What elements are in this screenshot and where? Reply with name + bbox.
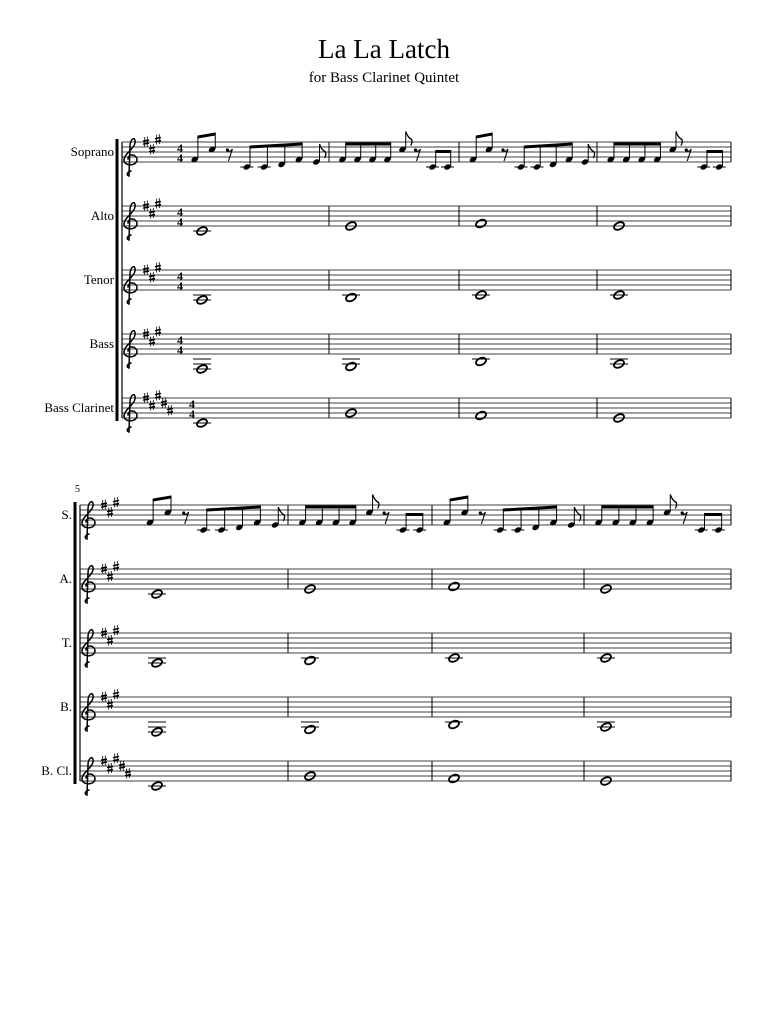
whole-note	[610, 290, 628, 301]
sharp-bar	[143, 204, 149, 205]
melody-note	[622, 143, 630, 164]
eighth-rest-icon	[501, 148, 508, 161]
notehead	[475, 218, 487, 229]
melody-note	[712, 513, 725, 534]
staff	[84, 262, 731, 305]
sharp-bar	[101, 698, 107, 699]
whole-note	[148, 722, 166, 737]
melody-note	[494, 509, 507, 534]
melody-note	[215, 508, 228, 534]
sharp-bar	[161, 401, 167, 402]
sharp-bar	[125, 772, 131, 773]
sharp-bar	[107, 639, 113, 640]
note-beam	[406, 513, 423, 516]
melody-note	[338, 143, 346, 164]
note-beam	[524, 143, 572, 149]
melody-note	[146, 499, 154, 527]
sharp-bar	[107, 703, 113, 704]
staff-label: B. Cl.	[41, 763, 72, 778]
melody-note	[426, 150, 439, 171]
staff	[91, 198, 731, 240]
sharp-icon	[113, 689, 119, 700]
sharp-icon	[113, 497, 119, 508]
sharp-bar	[113, 501, 119, 502]
sharp-bar	[107, 767, 113, 768]
notehead	[448, 773, 460, 784]
sharp-bar	[101, 506, 107, 507]
sharp-icon	[155, 198, 161, 209]
melody-note	[646, 506, 654, 527]
whole-note	[301, 722, 319, 735]
note-beam	[153, 496, 171, 502]
rest-tail	[227, 149, 232, 161]
note-beam	[476, 133, 492, 139]
whole-note	[193, 418, 211, 429]
whole-note	[475, 218, 487, 229]
sharp-bar	[143, 271, 149, 272]
sharp-icon	[155, 262, 161, 273]
sharp-bar	[167, 412, 173, 413]
note-flag	[670, 495, 676, 509]
sharp-bar	[107, 706, 113, 707]
note-beam	[250, 143, 302, 149]
melody-note	[469, 136, 477, 164]
melody-note	[413, 513, 426, 534]
notehead	[345, 361, 357, 372]
sharp-icon	[149, 208, 155, 219]
sharp-bar	[119, 767, 125, 768]
staff	[60, 689, 731, 737]
sharp-bar	[107, 575, 113, 576]
notehead	[448, 581, 460, 592]
time-signature-numerator: 4	[177, 205, 183, 219]
sharp-bar	[155, 141, 161, 142]
note-flag	[676, 132, 682, 146]
melody-note	[531, 145, 544, 171]
sharp-bar	[101, 695, 107, 696]
sharp-bar	[143, 140, 149, 141]
sharp-icon	[149, 400, 155, 411]
staff	[62, 495, 731, 540]
sharp-icon	[107, 763, 113, 774]
staff-label: Tenor	[83, 272, 114, 287]
time-signature-numerator: 4	[189, 397, 195, 411]
whole-note	[148, 589, 166, 600]
sharp-bar	[149, 148, 155, 149]
melody-note	[629, 506, 637, 527]
note-beam	[614, 143, 661, 146]
note-flag	[588, 144, 594, 158]
whole-note	[193, 226, 211, 237]
time-signature-numerator: 4	[177, 333, 183, 347]
sharp-bar	[143, 396, 149, 397]
sharp-bar	[143, 335, 149, 336]
staff-label: S.	[61, 507, 72, 522]
whole-note	[597, 722, 615, 733]
note-beam	[602, 506, 653, 509]
notehead	[304, 655, 316, 666]
sharp-bar	[143, 268, 149, 269]
staff	[44, 390, 731, 432]
sharp-icon	[155, 326, 161, 337]
whole-note	[472, 290, 490, 301]
staff-label: A.	[59, 571, 72, 586]
note-beam	[346, 143, 391, 146]
sharp-icon	[107, 699, 113, 710]
sharp-bar	[113, 565, 119, 566]
rest-tail	[682, 512, 687, 524]
sharp-icon	[155, 390, 161, 401]
note-beam	[450, 496, 468, 502]
sharp-bar	[113, 693, 119, 694]
melody-note	[443, 499, 451, 527]
score-subtitle: for Bass Clarinet Quintet	[308, 70, 460, 86]
melody-note	[713, 150, 726, 171]
eighth-rest-icon	[414, 148, 421, 161]
staff	[59, 561, 731, 603]
score-system	[41, 484, 731, 795]
sharp-bar	[143, 399, 149, 400]
sharp-bar	[113, 757, 119, 758]
notehead	[345, 292, 357, 303]
rest-tail	[384, 512, 389, 524]
note-flag	[278, 507, 284, 521]
whole-note	[445, 653, 463, 664]
eighth-rest-icon	[685, 148, 692, 161]
note-beam	[436, 150, 451, 153]
note-flag	[406, 132, 412, 146]
melody-note	[240, 146, 253, 171]
note-flag	[320, 144, 326, 158]
sharp-icon	[107, 507, 113, 518]
melody-note	[653, 143, 661, 164]
whole-note	[448, 773, 460, 784]
notehead	[448, 719, 460, 730]
eighth-rest-icon	[479, 511, 486, 524]
melody-note	[697, 150, 710, 171]
whole-note	[445, 719, 463, 730]
sharp-icon	[113, 625, 119, 636]
rest-tail	[480, 512, 485, 524]
melody-note	[594, 506, 602, 527]
whole-note	[193, 295, 211, 306]
note-flag	[373, 495, 379, 509]
melody-note	[383, 143, 391, 164]
sharp-icon	[167, 405, 173, 416]
sharp-bar	[155, 138, 161, 139]
note-beam	[503, 506, 556, 512]
whole-note	[193, 359, 211, 374]
sharp-bar	[101, 567, 107, 568]
notehead	[475, 356, 487, 367]
note-beam	[705, 513, 722, 516]
time-signature-denominator: 4	[177, 279, 183, 293]
melody-note	[298, 506, 306, 527]
melody-note	[190, 136, 198, 164]
staff-label: Bass	[89, 336, 114, 351]
melody-note	[695, 513, 708, 534]
rest-tail	[416, 149, 421, 161]
melody-note	[348, 506, 356, 527]
sharp-bar	[155, 330, 161, 331]
sharp-bar	[107, 514, 113, 515]
sharp-bar	[143, 143, 149, 144]
staff-label: Soprano	[70, 144, 114, 159]
whole-note	[148, 781, 166, 792]
sharp-bar	[155, 202, 161, 203]
sharp-bar	[107, 770, 113, 771]
sharp-bar	[107, 578, 113, 579]
sharp-bar	[155, 333, 161, 334]
sharp-bar	[101, 503, 107, 504]
sharp-bar	[101, 759, 107, 760]
sharp-bar	[113, 629, 119, 630]
melody-note	[441, 150, 454, 171]
whole-note	[597, 653, 615, 664]
sharp-bar	[161, 404, 167, 405]
rest-tail	[686, 149, 691, 161]
notehead	[304, 724, 316, 735]
sharp-bar	[107, 511, 113, 512]
sharp-bar	[149, 212, 155, 213]
time-signature-denominator: 4	[177, 215, 183, 229]
sharp-bar	[143, 207, 149, 208]
sharp-bar	[113, 632, 119, 633]
sharp-bar	[149, 404, 155, 405]
sharp-icon	[113, 753, 119, 764]
sharp-bar	[155, 394, 161, 395]
time-signature-numerator: 4	[177, 141, 183, 155]
note-flag	[574, 507, 580, 521]
melody-note	[396, 513, 409, 534]
sharp-bar	[149, 279, 155, 280]
sharp-icon	[149, 272, 155, 283]
staff-label: T.	[61, 635, 72, 650]
notehead	[475, 410, 487, 421]
sharp-bar	[113, 568, 119, 569]
sharp-bar	[155, 205, 161, 206]
melody-note	[515, 146, 528, 171]
whole-note	[148, 658, 166, 669]
measure-number: 5	[75, 484, 80, 495]
time-signature-denominator: 4	[177, 151, 183, 165]
sharp-icon	[113, 561, 119, 572]
note-beam	[198, 133, 215, 139]
sharp-icon	[107, 635, 113, 646]
eighth-rest-icon	[182, 511, 189, 524]
sharp-bar	[155, 397, 161, 398]
sharp-bar	[101, 570, 107, 571]
sharp-bar	[155, 266, 161, 267]
eighth-rest-icon	[383, 511, 390, 524]
score-system	[44, 132, 731, 433]
sharp-bar	[101, 762, 107, 763]
time-signature-denominator: 4	[189, 407, 195, 421]
melody-note	[638, 143, 646, 164]
melody-note	[353, 143, 361, 164]
whole-note	[475, 410, 487, 421]
sharp-bar	[125, 775, 131, 776]
sharp-bar	[101, 634, 107, 635]
melody-note	[332, 506, 340, 527]
sharp-bar	[113, 696, 119, 697]
staff-label: B.	[60, 699, 72, 714]
melody-note	[315, 506, 323, 527]
time-signature-denominator: 4	[177, 343, 183, 357]
sharp-icon	[149, 144, 155, 155]
sharp-icon	[155, 134, 161, 145]
melody-note	[258, 145, 271, 171]
sharp-bar	[149, 407, 155, 408]
sharp-bar	[149, 343, 155, 344]
melody-note	[607, 143, 615, 164]
melody-note	[511, 508, 524, 534]
sharp-bar	[167, 409, 173, 410]
sharp-bar	[149, 340, 155, 341]
sharp-icon	[149, 336, 155, 347]
staff-label: Bass Clarinet	[44, 400, 114, 415]
sharp-bar	[149, 215, 155, 216]
melody-note	[368, 143, 376, 164]
whole-note	[342, 359, 360, 372]
whole-note	[342, 292, 360, 303]
note-beam	[306, 506, 356, 509]
staff-label: Alto	[90, 208, 114, 223]
score-title: La La Latch	[318, 34, 450, 64]
note-beam	[707, 150, 723, 153]
staff	[89, 326, 731, 374]
note-beam	[207, 506, 261, 512]
sharp-icon	[125, 768, 131, 779]
whole-note	[472, 356, 490, 367]
melody-note	[611, 506, 619, 527]
rest-tail	[184, 512, 189, 524]
time-signature-numerator: 4	[177, 269, 183, 283]
eighth-rest-icon	[226, 148, 233, 161]
rest-tail	[503, 149, 508, 161]
staff	[62, 625, 731, 668]
sharp-bar	[149, 151, 155, 152]
melody-note	[197, 509, 210, 534]
sharp-bar	[107, 642, 113, 643]
sharp-bar	[155, 269, 161, 270]
sharp-bar	[113, 504, 119, 505]
sharp-bar	[101, 631, 107, 632]
sharp-icon	[107, 571, 113, 582]
sharp-bar	[113, 760, 119, 761]
eighth-rest-icon	[681, 511, 688, 524]
staff	[41, 753, 731, 795]
whole-note	[301, 655, 319, 666]
whole-note	[448, 581, 460, 592]
sharp-bar	[119, 764, 125, 765]
sharp-bar	[143, 332, 149, 333]
sharp-bar	[149, 276, 155, 277]
whole-note	[610, 359, 628, 370]
staff	[71, 132, 731, 177]
